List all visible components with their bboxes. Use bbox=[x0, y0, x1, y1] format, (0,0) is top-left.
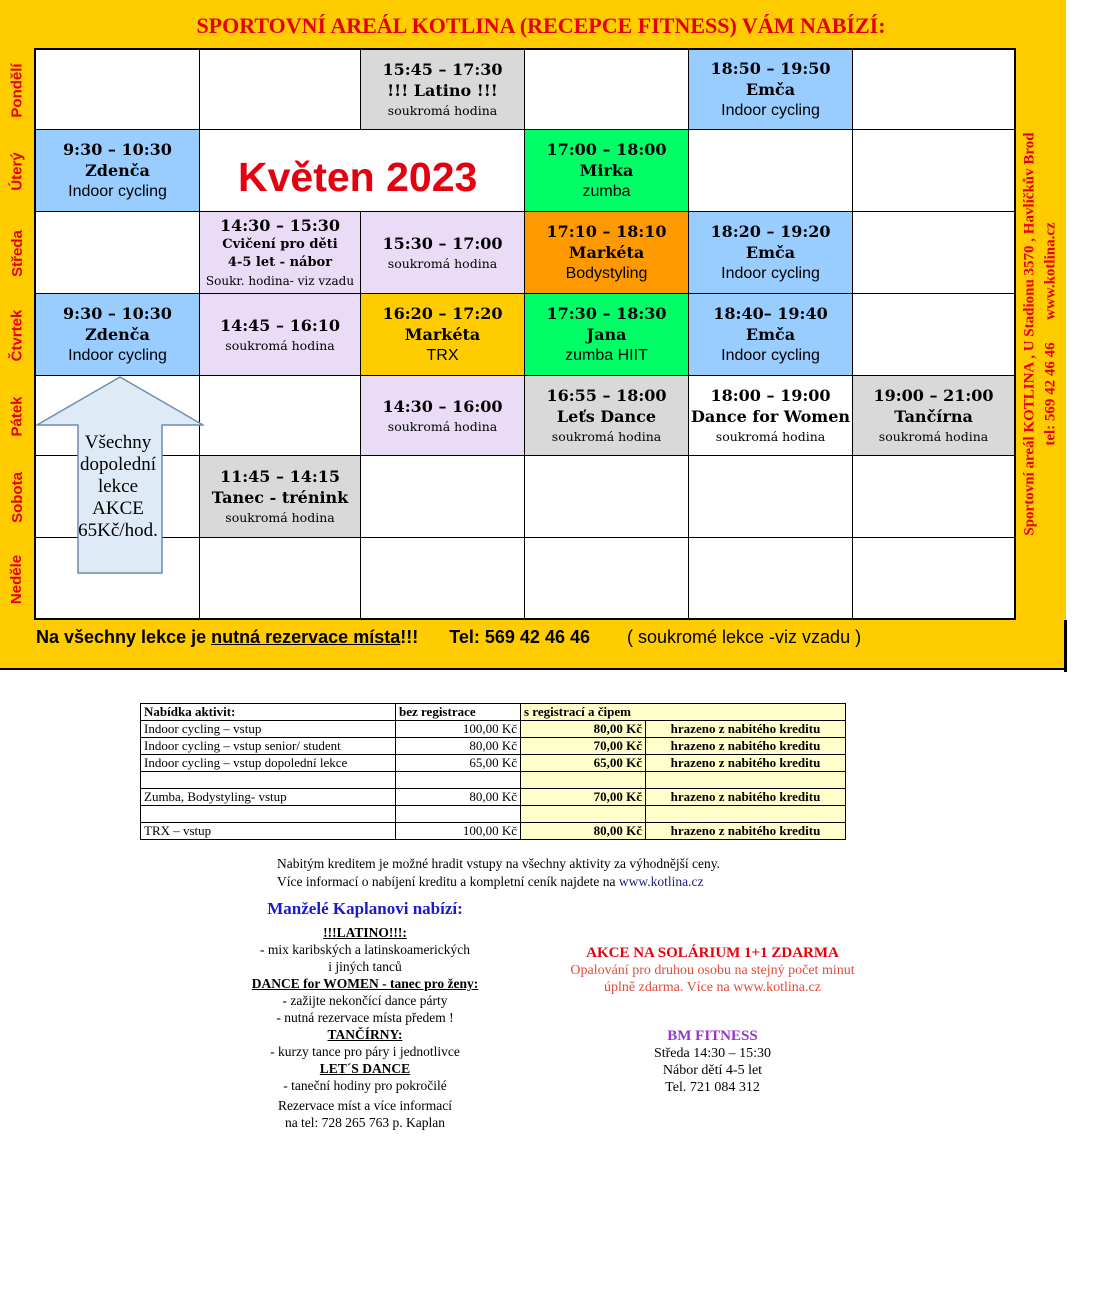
grid-cell bbox=[853, 456, 1014, 538]
lesson-instructor: Emča bbox=[745, 243, 796, 262]
table-row bbox=[141, 755, 846, 772]
grid-cell bbox=[200, 538, 361, 618]
kaplan-text: - taneční hodiny pro pokročilé bbox=[283, 1078, 447, 1093]
lesson-time: 14:30 – 15:30 bbox=[219, 215, 340, 235]
lesson-cell bbox=[36, 130, 200, 212]
grid-cell bbox=[853, 294, 1014, 376]
table-cell: Indoor cycling – vstup senior/ student bbox=[141, 738, 396, 755]
lesson-class: Indoor cycling bbox=[721, 102, 820, 119]
price-table bbox=[140, 703, 846, 840]
arrow-note bbox=[66, 432, 170, 542]
credit-note-link[interactable]: www.kotlina.cz bbox=[618, 874, 704, 889]
lesson-cell bbox=[689, 50, 853, 130]
poster-footer bbox=[36, 624, 861, 650]
lesson-time: 9:30 – 10:30 bbox=[63, 304, 172, 323]
table-row bbox=[141, 789, 846, 806]
lesson-sub: soukromá hodina bbox=[387, 255, 498, 271]
side-address: Sportovní areál KOTLINA , U Stadionu 3570 , Havlíčkův Brod bbox=[1022, 132, 1038, 536]
grid-cell bbox=[200, 376, 361, 456]
schedule-poster bbox=[0, 0, 1066, 670]
lesson-time: 11:45 – 14:15 bbox=[219, 467, 340, 486]
table-cell: 100,00 Kč bbox=[396, 823, 521, 840]
table-cell: 80,00 Kč bbox=[521, 721, 646, 738]
lesson-instructor: Emča bbox=[745, 80, 796, 99]
grid-cell bbox=[853, 130, 1014, 212]
table-cell: hrazeno z nabitého kreditu bbox=[646, 721, 846, 738]
lesson-time: 16:20 – 17:20 bbox=[382, 304, 503, 323]
table-cell bbox=[141, 806, 396, 823]
kaplan-text: - zažijte nekončící dance párty bbox=[282, 993, 448, 1008]
lesson-cell bbox=[525, 376, 689, 456]
day-label-text: Úterý bbox=[8, 151, 26, 191]
kaplan-subheading: TANČÍRNY: bbox=[327, 1027, 403, 1042]
day-label bbox=[0, 294, 34, 376]
table-cell: 65,00 Kč bbox=[521, 755, 646, 772]
day-label-text: Pondělí bbox=[8, 62, 26, 118]
poster-bottom-edge bbox=[0, 668, 1067, 670]
arrow-note-line: 65Kč/hod. bbox=[78, 520, 158, 541]
table-cell: TRX – vstup bbox=[141, 823, 396, 840]
table-header: bez registrace bbox=[396, 704, 521, 721]
lesson-sub: soukromá hodina bbox=[387, 103, 498, 118]
table-cell bbox=[521, 772, 646, 789]
kaplan-text: - kurzy tance pro páry i jednotlivce bbox=[270, 1044, 460, 1059]
grid-cell bbox=[853, 50, 1014, 130]
lesson-cell bbox=[525, 294, 689, 376]
lesson-sub: soukromá hodina bbox=[715, 429, 826, 444]
table-cell: 70,00 Kč bbox=[521, 789, 646, 806]
table-cell: 80,00 Kč bbox=[396, 789, 521, 806]
table-cell bbox=[396, 806, 521, 823]
solarium-text: úplně zdarma. Více na www.kotlina.cz bbox=[604, 980, 821, 995]
day-label bbox=[0, 130, 34, 212]
lesson-cell bbox=[36, 294, 200, 376]
kaplan-text: i jiných tanců bbox=[328, 959, 402, 974]
bm-title: BM FITNESS bbox=[667, 1028, 758, 1044]
table-cell: hrazeno z nabitého kreditu bbox=[646, 823, 846, 840]
lesson-time: 15:45 – 17:30 bbox=[382, 60, 503, 79]
kaplan-section bbox=[200, 898, 530, 1131]
poster-title: SPORTOVNÍ AREÁL KOTLINA (RECEPCE FITNESS) VÁM NABÍZÍ: bbox=[196, 13, 886, 38]
day-column bbox=[0, 0, 34, 670]
grid-cell bbox=[525, 538, 689, 618]
bm-text: Nábor dětí 4-5 let bbox=[662, 1063, 763, 1078]
lesson-instructor: Jana bbox=[586, 325, 627, 344]
bm-fitness bbox=[545, 1028, 880, 1096]
table-cell bbox=[646, 772, 846, 789]
table-cell: 70,00 Kč bbox=[521, 738, 646, 755]
arrow-note-line: Všechny bbox=[84, 432, 152, 453]
lesson-instructor: Emča bbox=[745, 325, 796, 344]
lesson-name: Cvičení pro děti bbox=[222, 236, 338, 252]
arrow-note-line: AKCE bbox=[92, 498, 144, 519]
grid-cell bbox=[689, 538, 853, 618]
table-cell bbox=[521, 806, 646, 823]
lesson-instructor: Markéta bbox=[404, 325, 481, 344]
lesson-cell bbox=[361, 212, 525, 294]
kaplan-text: - nutná rezervace místa předem ! bbox=[276, 1010, 454, 1025]
table-cell: Indoor cycling – vstup bbox=[141, 721, 396, 738]
table-row bbox=[141, 806, 846, 823]
lesson-sub: soukromá hodina bbox=[878, 429, 989, 444]
grid-cell bbox=[853, 212, 1014, 294]
table-header: Nabídka aktivit: bbox=[141, 704, 396, 721]
grid-cell bbox=[361, 456, 525, 538]
arrow-note-line: dopolední bbox=[80, 454, 156, 475]
day-label bbox=[0, 538, 34, 620]
lesson-cell bbox=[200, 294, 361, 376]
lesson-class: Bodystyling bbox=[565, 265, 648, 282]
grid-cell bbox=[361, 538, 525, 618]
kaplan-text: Rezervace míst a více informací bbox=[278, 1098, 452, 1113]
table-cell: 80,00 Kč bbox=[396, 738, 521, 755]
table-cell: Indoor cycling – vstup dopolední lekce bbox=[141, 755, 396, 772]
table-cell: 100,00 Kč bbox=[396, 721, 521, 738]
lesson-time: 18:20 – 19:20 bbox=[710, 222, 831, 241]
lesson-sub: Soukr. hodina- viz vzadu bbox=[205, 273, 355, 288]
solarium-offer bbox=[545, 944, 880, 996]
lesson-cell bbox=[361, 50, 525, 130]
lesson-name: !!! Latino !!! bbox=[387, 81, 498, 100]
lesson-name: Leťs Dance bbox=[556, 407, 657, 426]
table-row bbox=[141, 721, 846, 738]
lesson-class: zumba HIIT bbox=[565, 347, 648, 364]
grid-cell bbox=[36, 50, 200, 130]
lesson-class: Indoor cycling bbox=[721, 347, 820, 364]
side-phone-web: tel: 569 42 46 46 www.kotlina.cz bbox=[1043, 222, 1059, 446]
lesson-time: 17:30 – 18:30 bbox=[546, 304, 667, 323]
table-cell: hrazeno z nabitého kreditu bbox=[646, 738, 846, 755]
lesson-name: Dance for Women bbox=[691, 407, 850, 426]
lesson-instructor: Mirka bbox=[579, 161, 634, 180]
table-row bbox=[141, 772, 846, 789]
poster-edge bbox=[1064, 620, 1067, 672]
day-label-text: Čtvrtek bbox=[8, 309, 26, 361]
lesson-name: Tanec - trénink bbox=[211, 488, 349, 507]
kaplan-subheading: !!!LATINO!!!: bbox=[323, 925, 407, 940]
day-label-text: Středa bbox=[8, 229, 26, 277]
solarium-text: Opalování pro druhou osobu na stejný počet minut bbox=[570, 963, 855, 978]
lesson-instructor: Markéta bbox=[568, 243, 645, 262]
lesson-instructor: Zdenča bbox=[85, 161, 150, 180]
footer-phone: Tel: 569 42 46 46 bbox=[449, 627, 590, 647]
table-cell bbox=[646, 806, 846, 823]
lesson-cell bbox=[689, 212, 853, 294]
lesson-class: Indoor cycling bbox=[721, 265, 820, 282]
grid-cell bbox=[525, 456, 689, 538]
month-label: Květen 2023 bbox=[238, 154, 478, 200]
day-label bbox=[0, 456, 34, 538]
lesson-time: 18:00 – 19:00 bbox=[710, 386, 831, 405]
lesson-class: Indoor cycling bbox=[68, 183, 167, 200]
lesson-cell bbox=[200, 212, 361, 294]
lesson-class: TRX bbox=[426, 347, 459, 364]
footer-reservation: nutná rezervace místa bbox=[211, 627, 401, 647]
lesson-time: 17:00 – 18:00 bbox=[546, 140, 667, 159]
lesson-time: 14:45 – 16:10 bbox=[219, 315, 340, 335]
kaplan-subheading: LET´S DANCE bbox=[319, 1061, 411, 1076]
day-label bbox=[0, 376, 34, 456]
arrow-note-line: lekce bbox=[97, 476, 139, 497]
lesson-cell bbox=[361, 294, 525, 376]
lesson-sub: soukromá hodina bbox=[551, 429, 662, 444]
table-cell: Zumba, Bodystyling- vstup bbox=[141, 789, 396, 806]
lesson-time: 18:50 – 19:50 bbox=[710, 59, 831, 78]
table-cell bbox=[141, 772, 396, 789]
kaplan-text: na tel: 728 265 763 p. Kaplan bbox=[284, 1115, 446, 1130]
grid-cell bbox=[200, 50, 361, 130]
grid-cell bbox=[525, 50, 689, 130]
table-cell: 65,00 Kč bbox=[396, 755, 521, 772]
lesson-name: Tančírna bbox=[894, 407, 973, 426]
grid-cell bbox=[689, 130, 853, 212]
lesson-time: 19:00 – 21:00 bbox=[873, 386, 994, 405]
side-contact bbox=[1016, 48, 1066, 620]
kaplan-text: - mix karibských a latinskoamerických bbox=[260, 942, 470, 957]
table-header: s registrací a čipem bbox=[521, 704, 846, 721]
credit-note-line bbox=[277, 874, 704, 890]
kaplan-heading: Manželé Kaplanovi nabízí: bbox=[267, 899, 463, 918]
lesson-time: 17:10 – 18:10 bbox=[546, 222, 667, 241]
lesson-cell bbox=[200, 456, 361, 538]
lesson-cell bbox=[689, 294, 853, 376]
table-cell: hrazeno z nabitého kreditu bbox=[646, 755, 846, 772]
day-label bbox=[0, 50, 34, 130]
bm-text: Středa 14:30 – 15:30 bbox=[653, 1046, 772, 1061]
lesson-time: 16:55 – 18:00 bbox=[546, 386, 667, 405]
credit-note-line: Nabitým kreditem je možné hradit vstupy na všechny aktivity za výhodnější ceny. bbox=[277, 856, 721, 871]
lesson-name-2: 4-5 let - nábor bbox=[227, 254, 333, 270]
day-label-text: Sobota bbox=[8, 471, 26, 523]
lesson-cell bbox=[853, 376, 1014, 456]
table-header-row bbox=[141, 704, 846, 721]
bm-text: Tel. 721 084 312 bbox=[665, 1080, 760, 1095]
kaplan-subheading: DANCE for WOMEN - tanec pro ženy: bbox=[251, 976, 479, 991]
lesson-sub: soukromá hodina bbox=[225, 510, 335, 525]
lesson-cell bbox=[361, 376, 525, 456]
grid-cell bbox=[853, 538, 1014, 618]
lesson-class: zumba bbox=[582, 183, 631, 200]
credit-note-text: Více informací o nabíjení kreditu a kompletní ceník najdete na bbox=[277, 874, 616, 889]
day-label-text: Neděle bbox=[8, 554, 26, 604]
lesson-cell bbox=[525, 212, 689, 294]
day-label bbox=[0, 212, 34, 294]
lesson-time: 15:30 – 17:00 bbox=[382, 233, 503, 253]
lesson-sub: soukromá hodina bbox=[387, 418, 498, 434]
footer-private-note: ( soukromé lekce -viz vzadu ) bbox=[627, 627, 862, 647]
footer-text: Na všechny lekce je bbox=[36, 627, 212, 647]
lesson-cell bbox=[525, 130, 689, 212]
table-row bbox=[141, 823, 846, 840]
table-cell: 80,00 Kč bbox=[521, 823, 646, 840]
grid-cell bbox=[36, 212, 200, 294]
footer-exclaim: !!! bbox=[400, 627, 419, 647]
lesson-class: Indoor cycling bbox=[68, 347, 167, 364]
day-label-text: Pátek bbox=[8, 395, 26, 437]
table-row bbox=[141, 738, 846, 755]
lesson-time: 9:30 – 10:30 bbox=[63, 140, 172, 159]
lesson-instructor: Zdenča bbox=[85, 325, 150, 344]
table-cell: hrazeno z nabitého kreditu bbox=[646, 789, 846, 806]
grid-cell bbox=[689, 456, 853, 538]
lesson-cell bbox=[689, 376, 853, 456]
solarium-title: AKCE NA SOLÁRIUM 1+1 ZDARMA bbox=[586, 945, 839, 961]
lesson-time: 18:40– 19:40 bbox=[713, 304, 828, 323]
table-cell bbox=[396, 772, 521, 789]
lesson-time: 14:30 – 16:00 bbox=[382, 396, 503, 416]
lesson-sub: soukromá hodina bbox=[225, 337, 335, 353]
